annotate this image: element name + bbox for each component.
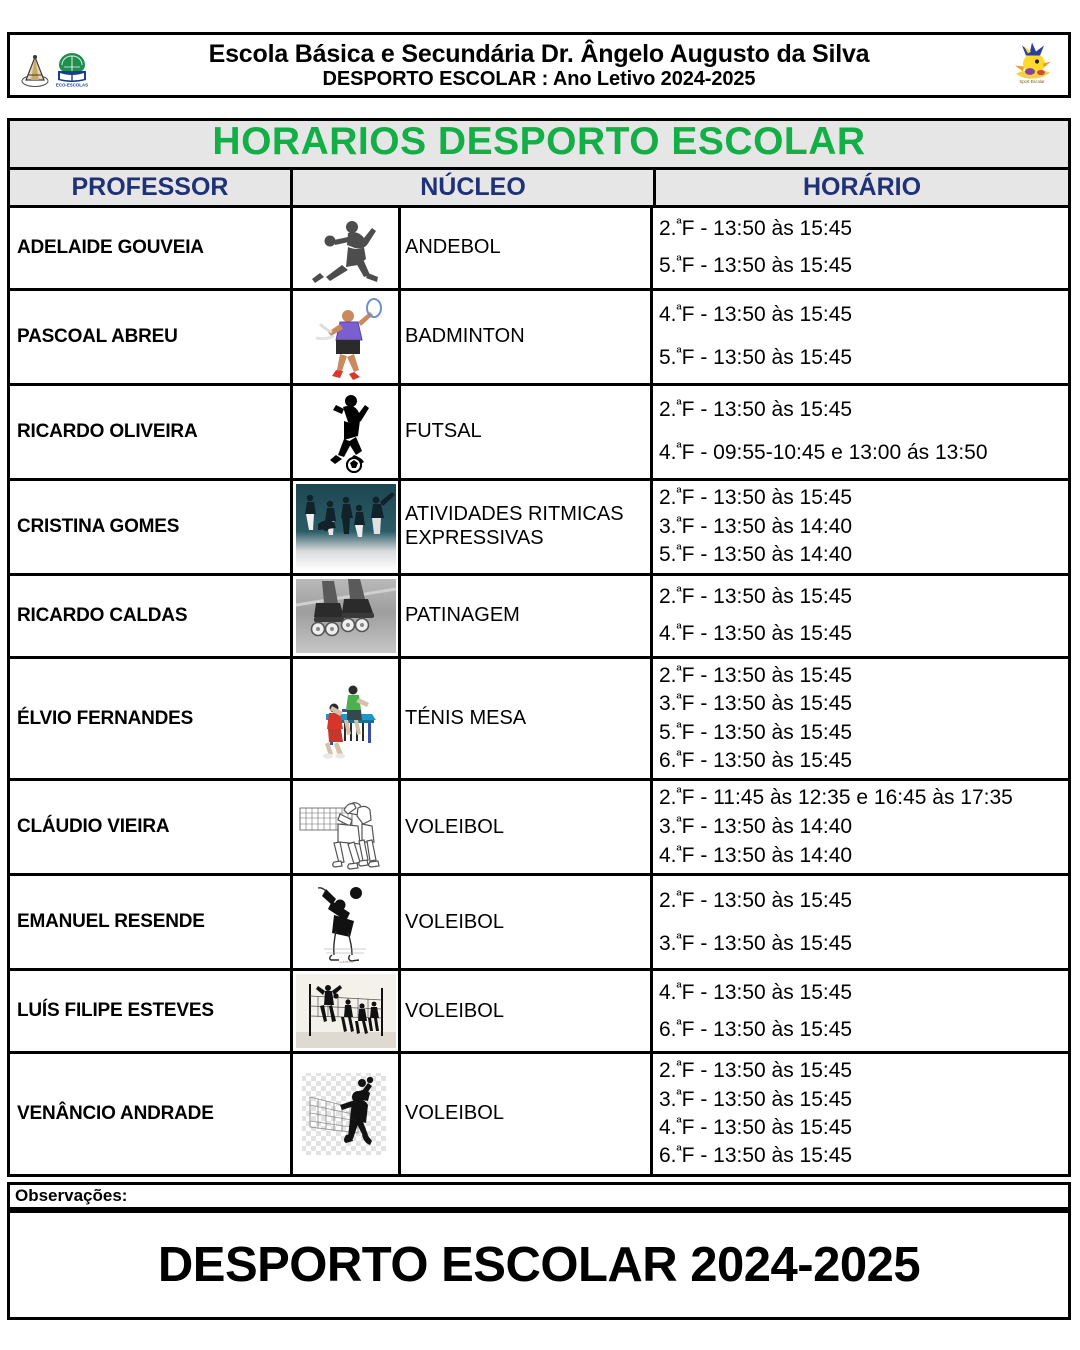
professor-name: ÉLVIO FERNANDES xyxy=(10,659,293,778)
column-header-professor: PROFESSOR xyxy=(10,170,293,205)
nucleo-name: FUTSAL xyxy=(401,386,653,478)
table-row xyxy=(10,208,1068,291)
schedule-entry: 2.$^ª$F - 13:50 às 15:45 xyxy=(659,396,853,422)
schedule-entry: 4.$^ª$F - 13:50 às 15:45 xyxy=(659,620,853,646)
horario-list xyxy=(653,971,1068,1051)
svg-text:voleibol: voleibol xyxy=(338,959,353,965)
table-row xyxy=(10,386,1068,481)
horario-list xyxy=(653,481,1068,573)
school-name: Escola Básica e Secundária Dr. Ângelo Augusto da Silva xyxy=(208,39,870,68)
schedule-entry: 2.$^ª$F - 13:50 às 15:45 xyxy=(659,583,853,609)
schedule-entry: 5.$^ª$F - 13:50 às 14:40 xyxy=(659,541,853,567)
bird-mascot-logo xyxy=(1008,40,1056,91)
schedule-entry: 3.$^ª$F - 13:50 às 14:40 xyxy=(659,813,853,839)
schedule-entry: 2.$^ª$F - 11:45 às 12:35 e 16:45 às 17:35 xyxy=(659,784,1013,810)
schedule-entry: 6.$^ª$F - 13:50 às 15:45 xyxy=(659,1015,853,1041)
horario-list xyxy=(653,291,1068,383)
schedule-entry: 5.$^ª$F - 13:50 às 15:45 xyxy=(659,252,853,278)
schedule-table xyxy=(7,118,1071,1177)
horario-list xyxy=(653,659,1068,778)
professor-name: PASCOAL ABREU xyxy=(10,291,293,383)
table-banner xyxy=(10,121,1068,170)
nucleo-name: VOLEIBOL xyxy=(401,971,653,1051)
badminton-player-icon xyxy=(293,291,401,383)
column-header-horario: HORÁRIO xyxy=(656,170,1068,205)
volleyball-spike-silhouette-icon xyxy=(293,1054,401,1173)
professor-name: RICARDO OLIVEIRA xyxy=(10,386,293,478)
footer-title: DESPORTO ESCOLAR 2024-2025 xyxy=(157,1238,921,1292)
schedule-entry: 6.$^ª$F - 13:50 às 15:45 xyxy=(659,747,853,772)
schedule-entry: 2.$^ª$F - 13:50 às 15:45 xyxy=(659,1057,853,1083)
professor-name: CRISTINA GOMES xyxy=(10,481,293,573)
volleyball-block-sketch-icon xyxy=(293,781,401,873)
inline-skates-photo-icon xyxy=(293,576,401,656)
professor-name: VENÂNCIO ANDRADE xyxy=(10,1054,293,1173)
schedule-entry: 2.$^ª$F - 13:50 às 15:45 xyxy=(659,886,853,912)
futsal-player-icon xyxy=(293,386,401,478)
nucleo-name: VOLEIBOL xyxy=(401,781,653,873)
table-row xyxy=(10,291,1068,386)
schedule-entry: 3.$^ª$F - 13:50 às 15:45 xyxy=(659,690,853,716)
table-row xyxy=(10,1054,1068,1173)
dance-group-photo-icon xyxy=(293,481,401,573)
schedule-entry: 6.$^ª$F - 13:50 às 15:45 xyxy=(659,1142,853,1168)
nucleo-name: ANDEBOL xyxy=(401,208,653,288)
schedule-entry: 2.$^ª$F - 13:50 às 15:45 xyxy=(659,662,853,687)
nucleo-name: BADMINTON xyxy=(401,291,653,383)
schedule-entry: 4.$^ª$F - 13:50 às 15:45 xyxy=(659,978,853,1004)
schedule-entry: 5.$^ª$F - 13:50 às 15:45 xyxy=(659,344,853,370)
table-row xyxy=(10,971,1068,1054)
horario-list xyxy=(653,876,1068,968)
table-body xyxy=(10,208,1068,1174)
horario-list xyxy=(653,386,1068,478)
horario-list xyxy=(653,576,1068,656)
schedule-entry: 3.$^ª$F - 13:50 às 15:45 xyxy=(659,1085,853,1111)
nucleo-name: VOLEIBOL xyxy=(401,1054,653,1173)
table-column-headers xyxy=(10,170,1068,208)
schedule-entry: 3.$^ª$F - 13:50 às 15:45 xyxy=(659,929,853,955)
professor-name: RICARDO CALDAS xyxy=(10,576,293,656)
schedule-entry: 4.$^ª$F - 13:50 às 15:45 xyxy=(659,301,853,327)
table-tennis-players-icon xyxy=(293,659,401,778)
banner-title: HORARIOS DESPORTO ESCOLAR xyxy=(212,120,866,163)
observacoes-box xyxy=(7,1182,1071,1210)
footer-title-box xyxy=(7,1210,1071,1320)
schedule-entry: 4.$^ª$F - 13:50 às 14:40 xyxy=(659,841,853,867)
volleyball-spiker-sketch-icon xyxy=(293,876,401,968)
table-row xyxy=(10,781,1068,876)
svg-text:Sport Escolar: Sport Escolar xyxy=(1019,79,1045,84)
nucleo-name: VOLEIBOL xyxy=(401,876,653,968)
nucleo-name: PATINAGEM xyxy=(401,576,653,656)
professor-name: LUÍS FILIPE ESTEVES xyxy=(10,971,293,1051)
eco-escolas-logo xyxy=(54,50,90,93)
schedule-entry: 5.$^ª$F - 13:50 às 15:45 xyxy=(659,718,853,744)
schedule-entry: 4.$^ª$F - 13:50 às 15:45 xyxy=(659,1114,853,1139)
professor-name: ADELAIDE GOUVEIA xyxy=(10,208,293,288)
header-left-logos xyxy=(20,50,90,93)
header-title-block xyxy=(209,40,870,90)
schedule-entry: 2.$^ª$F - 13:50 às 15:45 xyxy=(659,484,853,510)
table-row xyxy=(10,576,1068,659)
table-row xyxy=(10,659,1068,781)
svg-text:ECO-ESCOLAS: ECO-ESCOLAS xyxy=(55,82,89,88)
schedule-entry: 4.$^ª$F - 09:55-10:45 e 13:00 ás 13:50 xyxy=(659,439,988,465)
horario-list xyxy=(653,781,1068,873)
horario-list xyxy=(653,208,1068,288)
professor-name: CLÁUDIO VIEIRA xyxy=(10,781,293,873)
schedule-entry: 3.$^ª$F - 13:50 às 14:40 xyxy=(659,512,853,538)
professor-name: EMANUEL RESENDE xyxy=(10,876,293,968)
schedule-entry: 2.$^ª$F - 13:50 às 15:45 xyxy=(659,215,853,241)
horario-list xyxy=(653,1054,1068,1173)
header-subtitle: DESPORTO ESCOLAR : Ano Letivo 2024-2025 xyxy=(322,67,756,90)
beach-volleyball-net-icon xyxy=(293,971,401,1051)
document-header xyxy=(7,32,1071,98)
handball-player-icon xyxy=(293,208,401,288)
table-row xyxy=(10,876,1068,971)
school-crest-logo xyxy=(20,54,50,93)
nucleo-name: TÉNIS MESA xyxy=(401,659,653,778)
column-header-nucleo: NÚCLEO xyxy=(293,170,656,205)
observacoes-label: Observações: xyxy=(15,1186,128,1205)
nucleo-name: ATIVIDADES RITMICAS EXPRESSIVAS xyxy=(401,481,653,573)
table-row xyxy=(10,481,1068,576)
